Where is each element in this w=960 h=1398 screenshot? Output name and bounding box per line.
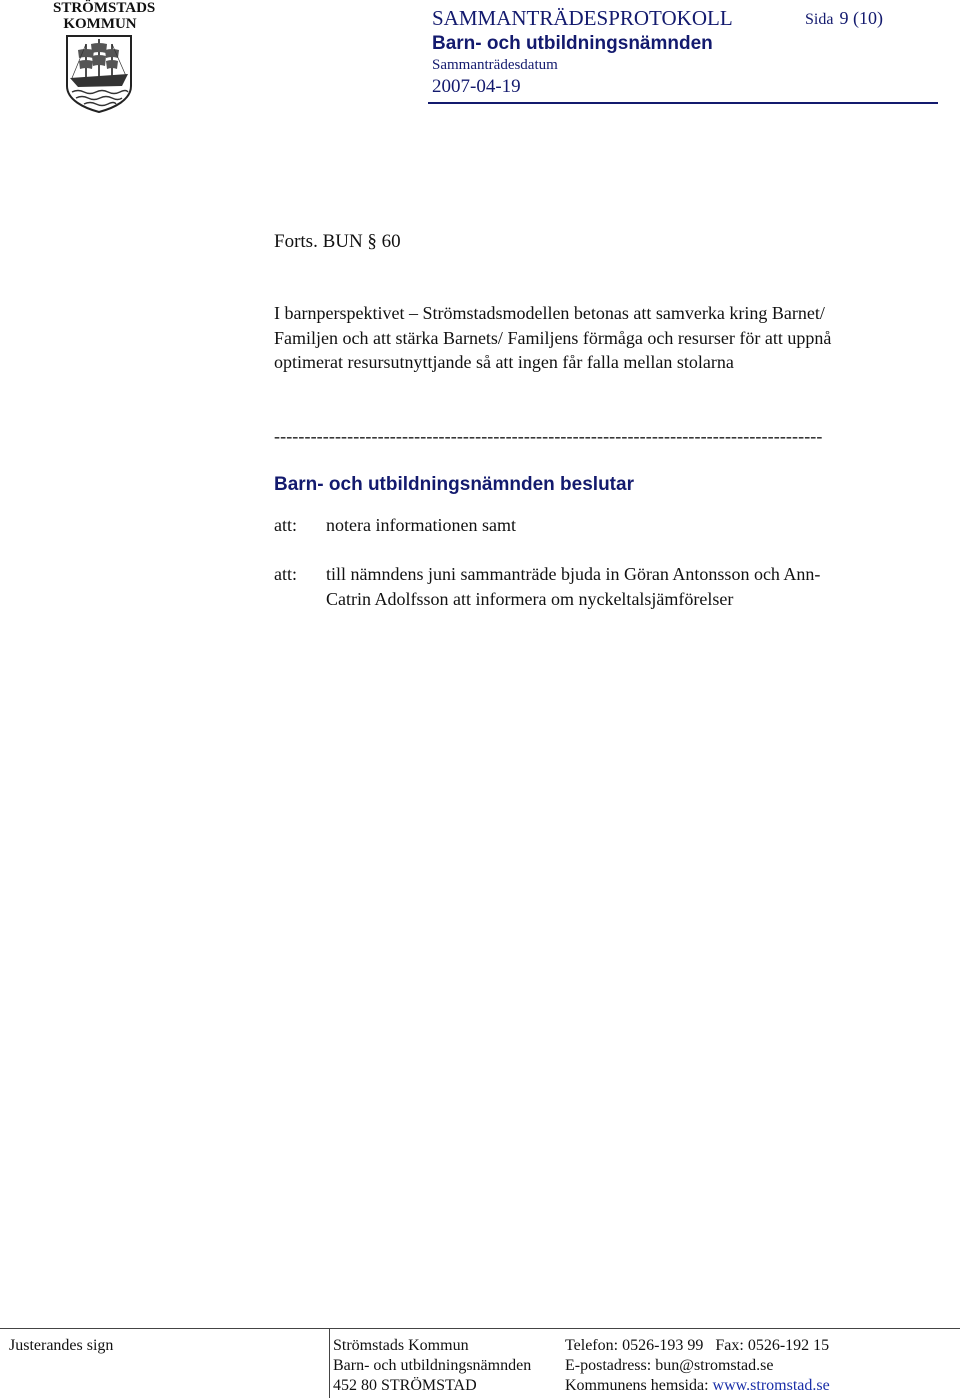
signature-label: Justerandes sign bbox=[9, 1337, 114, 1354]
decision-line: Catrin Adolfsson att informera om nyckeltalsjämförelser bbox=[326, 588, 734, 609]
paragraph-line: I barnperspektivet – Strömstadsmodellen betonas att samverka kring Barnet/ bbox=[274, 303, 825, 323]
website-label: Kommunens hemsida: bbox=[565, 1377, 713, 1394]
committee-name: Barn- och utbildningsnämnden bbox=[432, 33, 713, 54]
page-indicator bbox=[805, 8, 883, 30]
footer-contact bbox=[565, 1336, 830, 1396]
body-paragraph bbox=[274, 301, 934, 375]
footer-address bbox=[333, 1336, 531, 1396]
paragraph-line: optimerat resursutnyttjande så att ingen får falla mellan stolarna bbox=[274, 352, 734, 372]
footer-website bbox=[565, 1376, 830, 1396]
decision-line: till nämndens juni sammanträde bjuda in Göran Antonsson och Ann- bbox=[326, 564, 821, 584]
org-name-line2: KOMMUN bbox=[63, 16, 137, 32]
decision-text bbox=[326, 513, 936, 538]
decision-heading: Barn- och utbildningsnämnden beslutar bbox=[274, 474, 634, 495]
dashed-separator: ------------------------------------------------------------------------------------------ bbox=[274, 426, 823, 446]
decision-text bbox=[326, 562, 936, 611]
header-divider bbox=[428, 102, 938, 104]
organization-name bbox=[53, 0, 156, 32]
meeting-date-label: Sammanträdesdatum bbox=[432, 57, 558, 73]
decision-line: notera informationen samt bbox=[326, 515, 516, 535]
section-continuation: Forts. BUN § 60 bbox=[274, 231, 401, 252]
org-name-line1: STRÖMSTADS bbox=[53, 0, 156, 16]
footer-phone: Telefon: 0526-193 99 Fax: 0526-192 15 bbox=[565, 1337, 830, 1354]
ship-crest-icon bbox=[64, 34, 134, 114]
footer-org-line: Strömstads Kommun bbox=[333, 1337, 469, 1354]
footer-column-divider bbox=[329, 1329, 330, 1398]
page-label: Sida bbox=[805, 11, 834, 28]
footer-org-line: Barn- och utbildningsnämnden bbox=[333, 1357, 532, 1374]
footer-email: E-postadress: bun@stromstad.se bbox=[565, 1357, 774, 1374]
decision-label: att: bbox=[274, 564, 297, 584]
footer-org-line: 452 80 STRÖMSTAD bbox=[333, 1377, 477, 1394]
document-title: SAMMANTRÄDESPROTOKOLL bbox=[432, 6, 733, 30]
website-link[interactable]: www.stromstad.se bbox=[712, 1377, 830, 1394]
footer-divider bbox=[0, 1328, 960, 1329]
page-number: 9 (10) bbox=[839, 8, 883, 28]
decision-label: att: bbox=[274, 515, 297, 535]
meeting-date: 2007-04-19 bbox=[432, 76, 521, 97]
paragraph-line: Familjen och att stärka Barnets/ Familjens förmåga och resurser för att uppnå bbox=[274, 327, 832, 348]
